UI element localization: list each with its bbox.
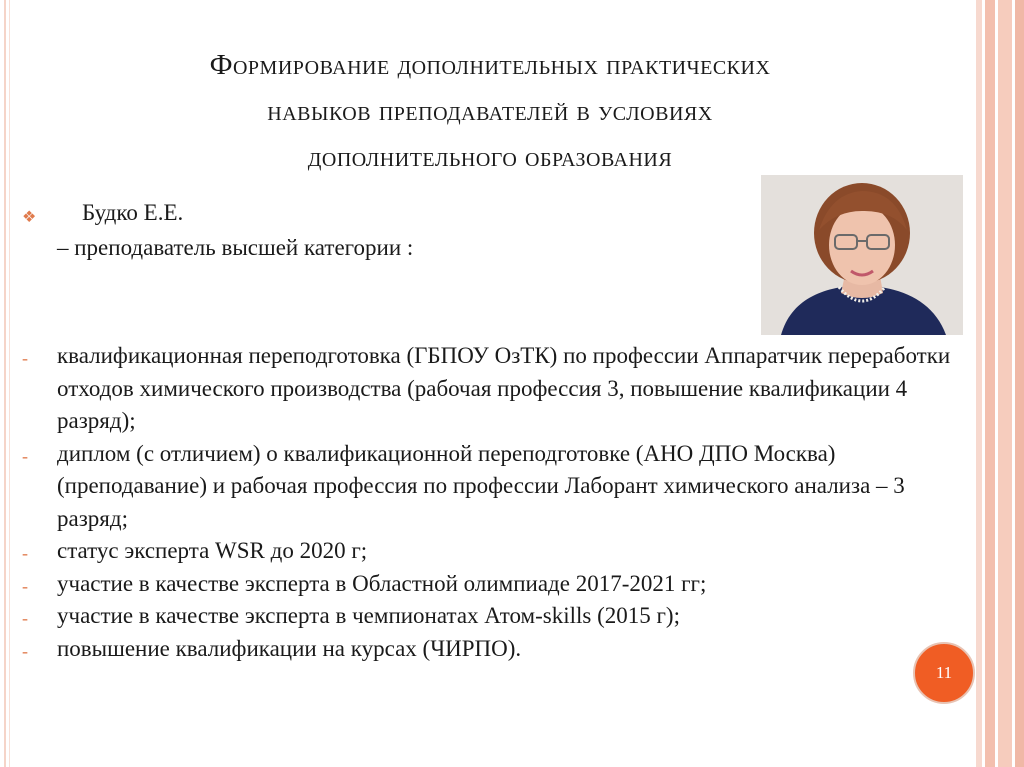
list-item-text: участие в качестве эксперта в чемпионатах Атом-skills (2015 г);	[57, 603, 680, 628]
title-line-2: навыков преподавателей в условиях	[267, 95, 713, 127]
qualifications-list	[22, 340, 962, 665]
list-item-text: повышение квалификации на курсах (ЧИРПО).	[57, 635, 522, 661]
page-number: 11	[935, 663, 953, 682]
dash-bullet-icon: -	[22, 445, 28, 466]
list-item-text: квалификационная переподготовка (ГБПОУ ОзТК) по профессии Аппаратчик переработки отходов химического производства (рабочая профессия 3, повышение квалификации 4 разряд);	[57, 343, 951, 433]
author-role: – преподаватель высшей категории :	[57, 235, 414, 260]
dash-bullet-icon: -	[22, 348, 28, 368]
slide-title	[40, 42, 940, 180]
list-item	[22, 340, 962, 438]
dash-bullet-icon: -	[22, 640, 28, 661]
dash-bullet-icon: -	[22, 608, 28, 628]
left-border-line-thin	[9, 0, 10, 767]
list-item-text: диплом (с отличием) о квалификационной переподготовке (АНО ДПО Москва) (преподавание) и рабочая профессия по профессии Лаборант химического анализа – 3 разряд;	[57, 440, 905, 531]
left-border-line	[4, 0, 6, 767]
portrait-illustration	[761, 175, 963, 335]
decorative-stripes	[976, 0, 1024, 767]
list-item	[22, 568, 962, 601]
diamond-bullet-icon: ❖	[22, 209, 37, 226]
page-number-badge	[913, 642, 975, 704]
dash-bullet-icon: -	[22, 543, 28, 563]
list-item	[22, 438, 962, 536]
list-item	[22, 600, 962, 633]
author-name: Будко Е.Е.	[82, 200, 184, 225]
list-item-text: участие в качестве эксперта в Областной олимпиаде 2017-2021 гг;	[57, 570, 707, 596]
dash-bullet-icon: -	[22, 575, 28, 596]
portrait-photo	[761, 175, 963, 335]
title-line-3: дополнительного образования	[307, 141, 673, 173]
title-line-1: Формирование дополнительных практических	[209, 49, 771, 81]
list-item	[22, 633, 962, 666]
list-item-text: статус эксперта WSR до 2020 г;	[57, 538, 368, 563]
list-item	[22, 535, 962, 568]
